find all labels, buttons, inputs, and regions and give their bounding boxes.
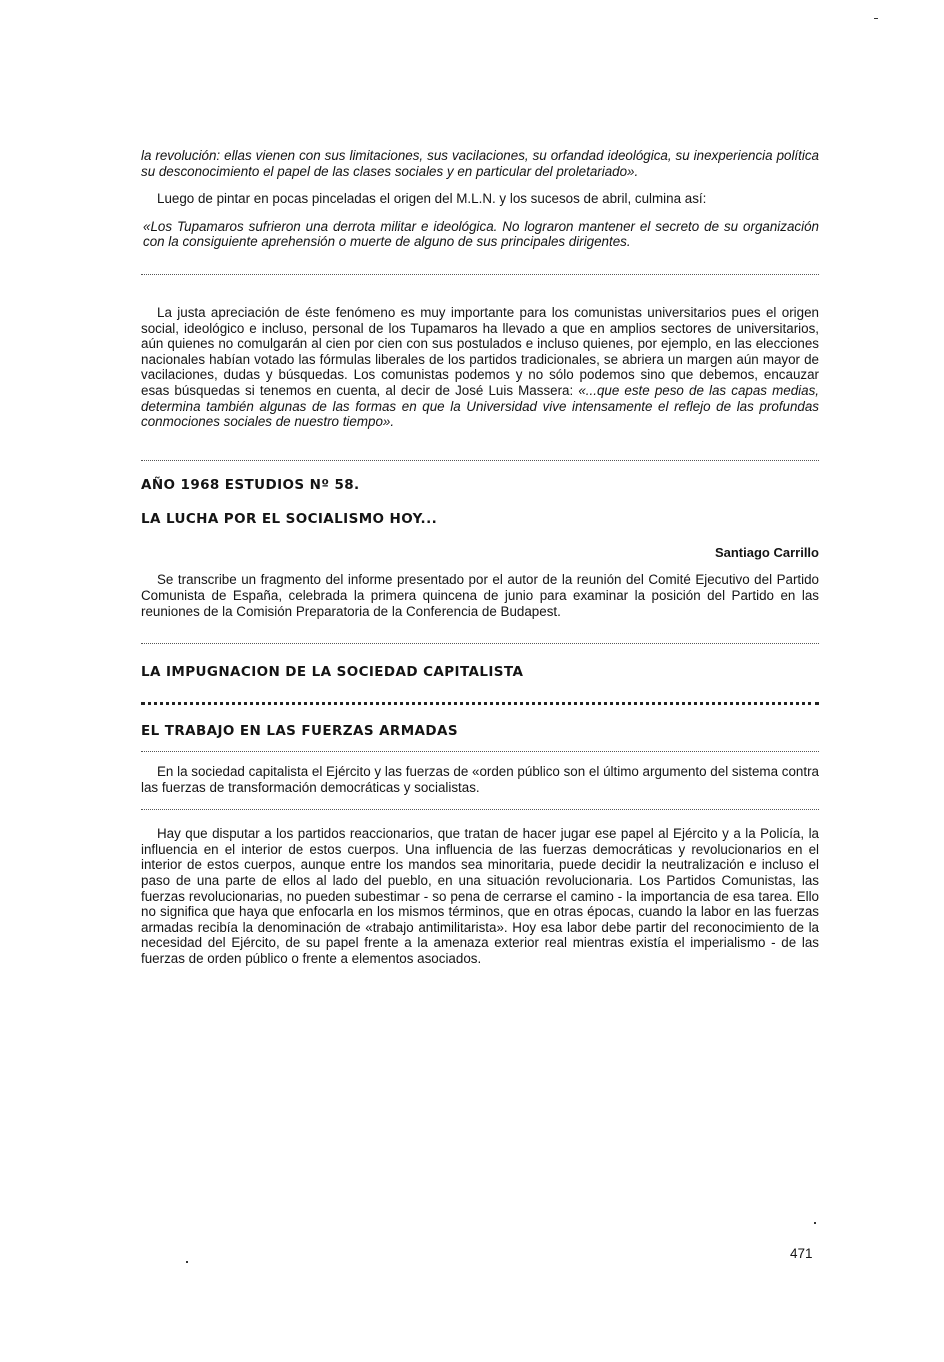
heading-section-armed-forces: EL TRABAJO EN LAS FUERZAS ARMADAS [141,723,458,740]
scan-speck [874,18,878,19]
dotted-separator [141,751,819,752]
dotted-separator-heavy [141,702,819,705]
paragraph-intro-report: Se transcribe un fragmento del informe presentado por el autor de la reunión del Comité Ejecutivo del Partido Comunista de España, celebrada la primera quincena de junio para examinar la posición del Partido en las reuniones de la Comisión Preparatoria de la Conferencia de Budapest. [141,572,819,619]
page-body [141,148,819,967]
analysis-text: La justa apreciación de éste fenómeno es muy importante para los comunistas universitarios pues el origen social, ideológico e incluso, personal de los Tupamaros ha llevado a que en amplios sectores de universitarios, aún quienes no comulgarán al cien por cien con sus postulados e incluso quienes, por ejemplo, en las elecciones nacionales habían votado las fórmulas liberales de los partidos tradicionales, se abriera un margen aún mayor de vacilaciones, dudas y búsquedas. Los comunistas podemos y no sólo podemos sino que debemos, encauzar esas búsquedas si tenemos en cuenta, al decir de José Luis Massera: [141,304,819,398]
scan-speck [186,1261,188,1263]
paragraph-intro-quote: Luego de pintar en pocas pinceladas el origen del M.L.N. y los sucesos de abril, culmina así: [157,191,707,207]
scan-speck [814,1222,816,1224]
paragraph-continuation: la revolución: ellas vienen con sus limitaciones, sus vacilaciones, su orfandad ideológica, su inexperiencia política su desconocimiento el papel de las clases sociales y en particular del proletariado». [141,148,819,179]
paragraph-analysis [141,305,819,430]
dotted-separator [141,274,819,275]
heading-section-capitalist: LA IMPUGNACION DE LA SOCIEDAD CAPITALISTA [141,664,524,681]
dotted-separator [141,460,819,461]
dotted-separator [141,809,819,810]
page-number: 471 [790,1246,813,1261]
paragraph-army-intro: En la sociedad capitalista el Ejército y las fuerzas de «orden público son el último argumento del sistema contra las fuerzas de transformación democráticas y socialistas. [141,764,819,795]
dotted-separator [141,643,819,644]
heading-year-issue: AÑO 1968 ESTUDIOS Nº 58. [141,476,360,493]
author-name: Santiago Carrillo [714,544,819,560]
quote-tupamaros: «Los Tupamaros sufrieron una derrota militar e ideológica. No lograron mantener el secreto de su organización con la consiguiente aprehensión o muerte de alguno de sus principales dirigentes. [143,218,819,250]
heading-article-title: LA LUCHA POR EL SOCIALISMO HOY... [141,510,438,527]
massera-quote: «...que este peso de las capas medias, determina también algunas de las formas en que la Universidad vive intensamente el reflejo de las profundas conmociones sociales de nuestro tiempo». [141,382,819,430]
paragraph-army-work: Hay que disputar a los partidos reaccionarios, que tratan de hacer jugar ese papel al Ejército y a la Policía, la influencia en el interior de estos cuerpos. Una influencia de las fuerzas democráticas y revolucionarios en el interior de estos cuerpos, aunque entre los mandos sea minoritaria, puede decidir la neutralización e incluso el paso de una parte de ellos al lado del pueblo, en una situación revolucionaria. Los Partidos Comunistas, las fuerzas revolucionarias, no pueden subestimar - so pena de cerrarse el camino - la importancia de esa tarea. Ello no significa que haya que enfocarla en los mismos términos, que en otras épocas, cuando la labor en las fuerzas armadas recibía la denominación de «trabajo antimilitarista». Hoy esa labor debe partir del reconocimiento de la necesidad del Ejército, de su papel frente a la amenaza exterior real mientras existía el imperialismo - de las fuerzas de orden público o frente a elementos asociados. [141,826,819,967]
